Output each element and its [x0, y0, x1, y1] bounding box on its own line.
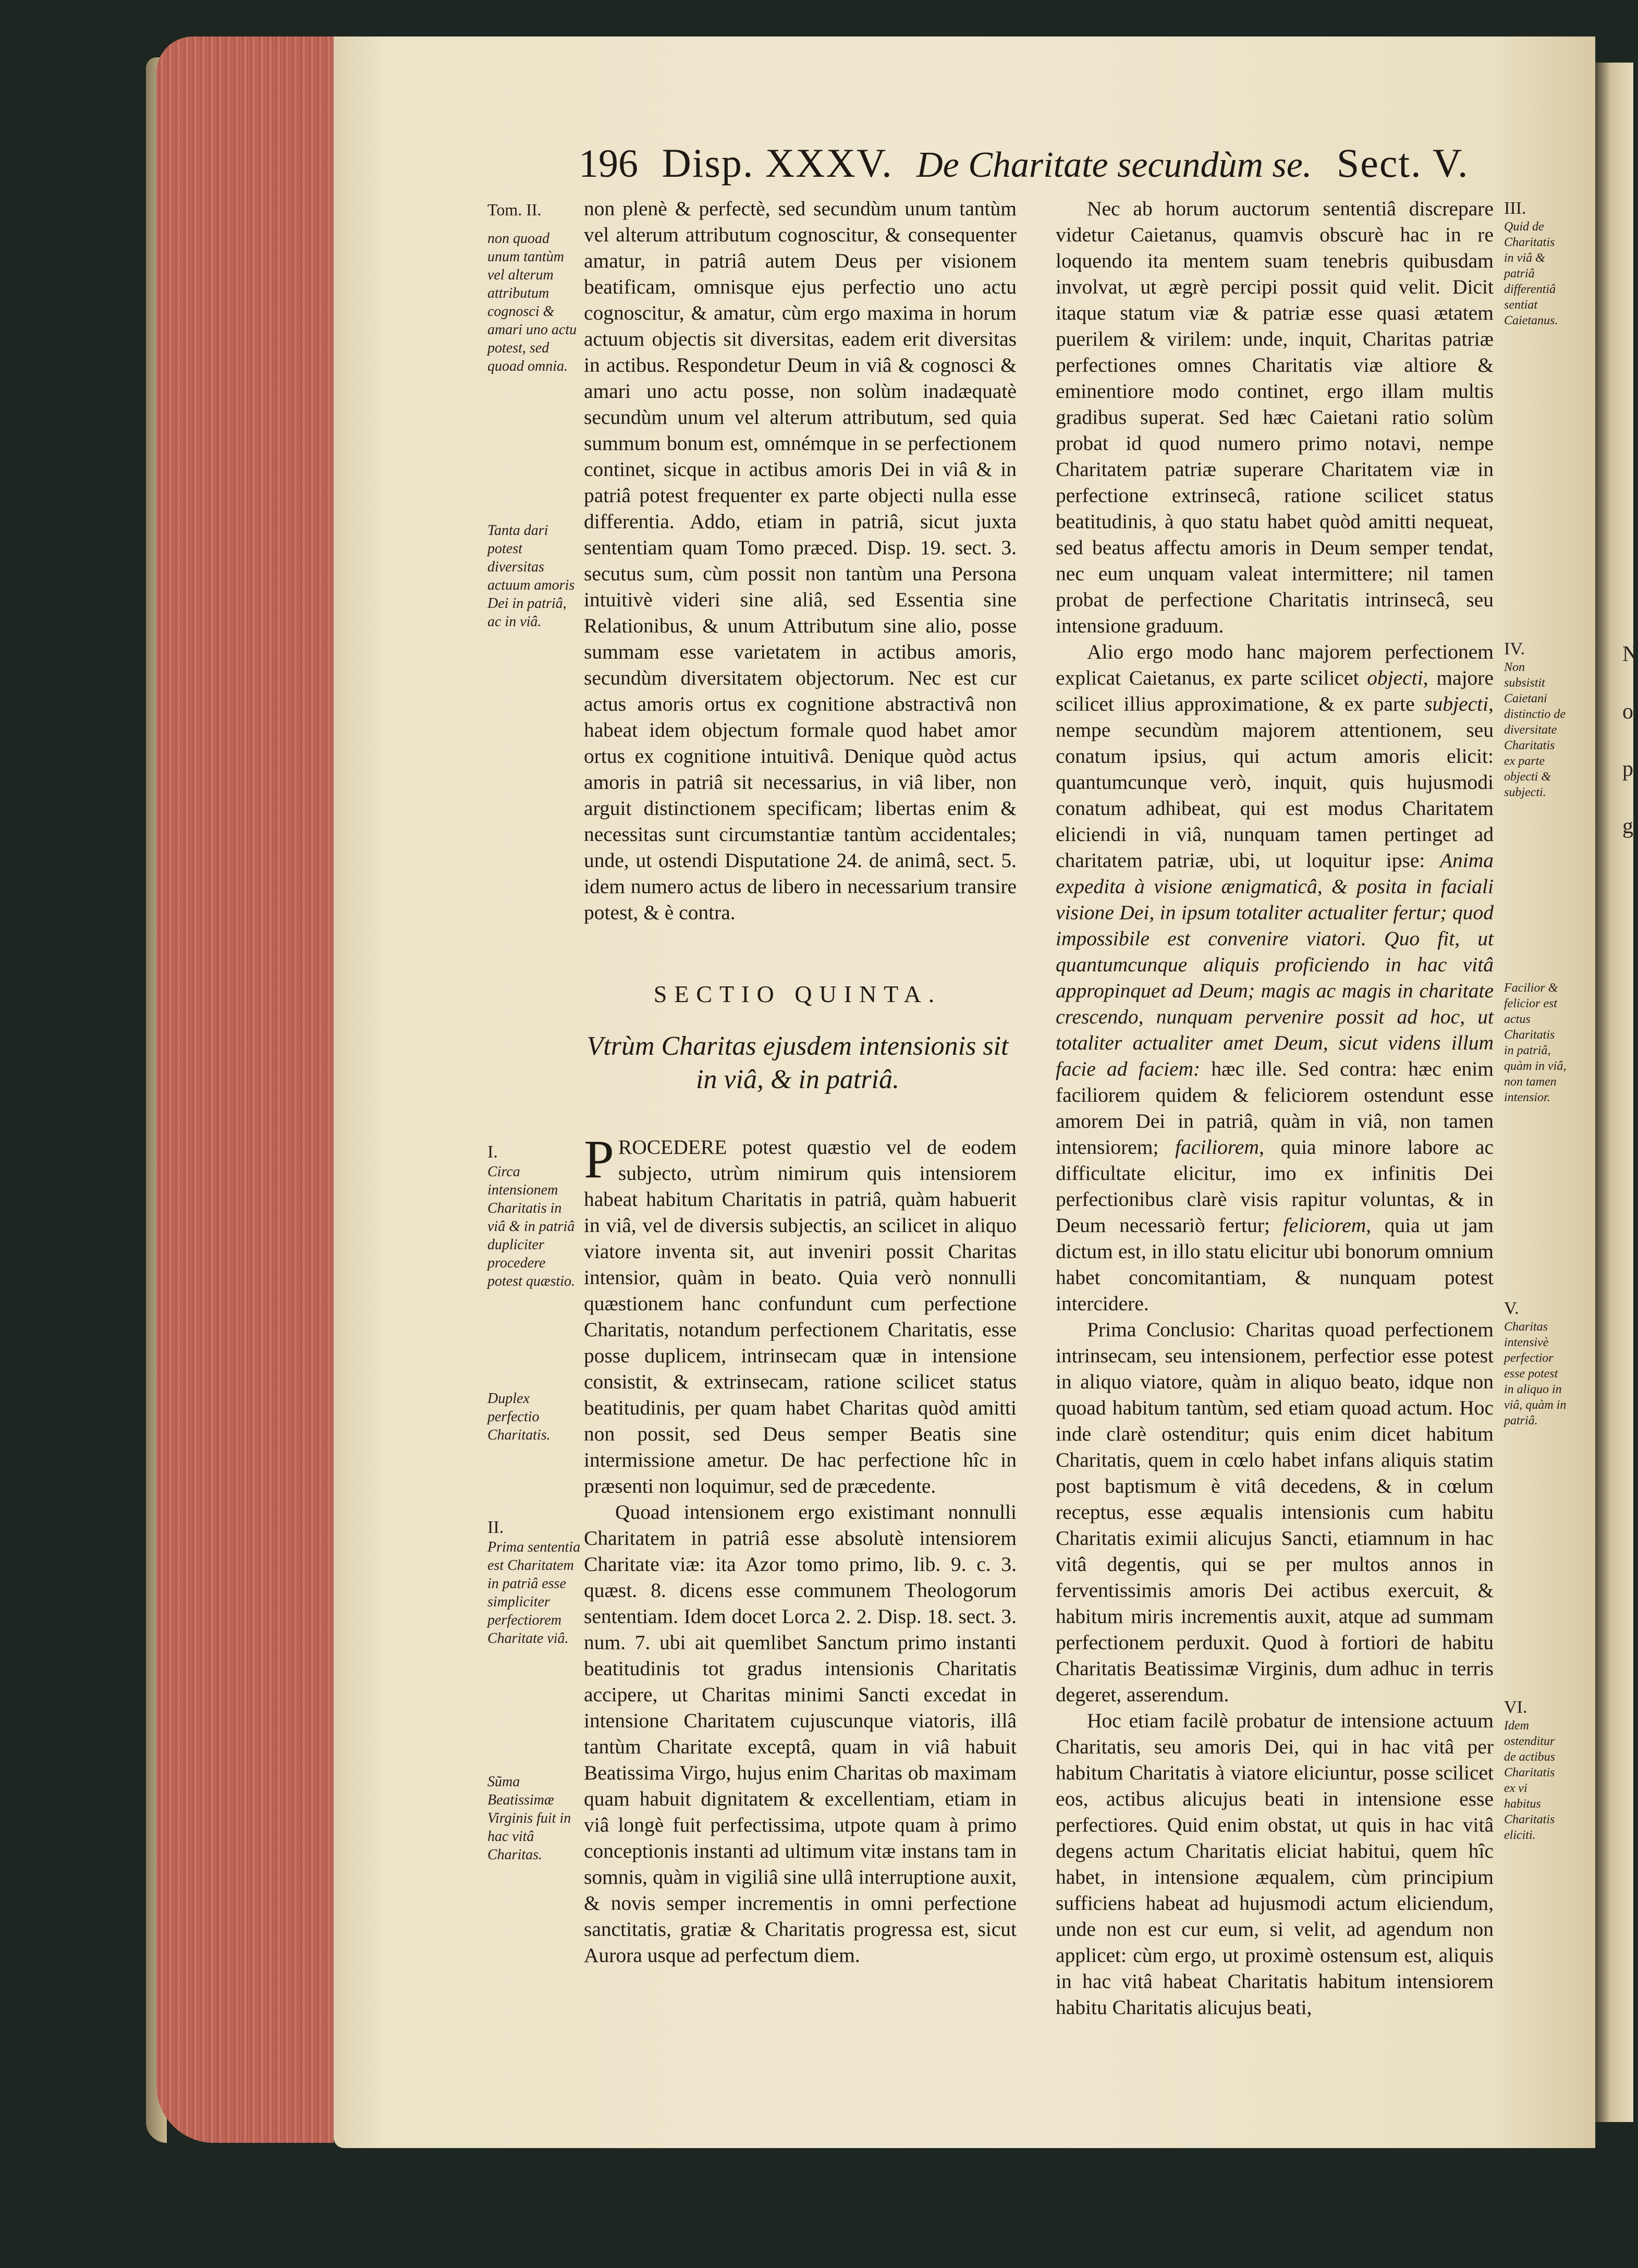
- text-run: hæc ille. Sed contra: hæc enim faciliorem quidem & feliciorem ostendunt esse amorem Dei in patriâ, quàm in viâ, non tamen intensiorem;: [1056, 1057, 1494, 1159]
- paragraph-IV: [1056, 639, 1494, 1316]
- section-heading: SECTIO QUINTA.: [653, 981, 942, 1007]
- text-run-italic: feliciorem: [1283, 1214, 1366, 1237]
- continued-paragraph: non plenè & perfectè, sed secundùm unum tantùm vel alterum attributum cognoscitur, & consequenter amatur, in patriâ autem Deus per visionem beatificam, omnisque ejus perfectio uno actu cognoscitur, & amatur, cùm ergo maxima in horum actuum objectis sit diversitas, eadem erit diversitas in actibus. Respondetur Deum in viâ & cognosci & amari uno actu posse, non solùm inadæquatè secundùm unum vel alterum attributum, sed quia summum bonum est, omnémque in se perfectionem continet, sicque in actibus amoris Dei in viâ & in patriâ potest frequenter ex parte objecti nulla esse differentia. Addo, etiam in patriâ, sicut juxta sententiam quam Tomo præced. Disp. 19. sect. 3. secutus sum, cùm possit non tantùm una Persona intuitivè videri sine aliâ, sed Essentia sine Relationibus, & unum Attributum sine alio, posse summam esse varietatem in actibus amoris, secundùm diversitatem objectorum. Nec est cur actus amoris ortus ex cognitione abstractivâ non habeat idem objectum formale quod habet amor ortus ex cognitione intuitivâ. Denique quòd actus amoris in patriâ sit necessarius, in viâ liber, non arguit distinctionem specificam; libertas enim & necessitas sunt circumstantiæ tantùm accidentales; unde, ut ostendi Disputatione 24. de animâ, sect. 5. idem numero actus de libero in necessarium transire potest, & è contra.: [584, 197, 1017, 924]
- paragraph-2: Quoad intensionem ergo existimant nonnulli Charitatem in patriâ esse absolutè intensiorem Charitate viæ: ita Azor tomo primo, lib. 9. c. 3. quæst. 8. dicens esse communem Theologorum sententiam. Idem docet Lorca 2. 2. Disp. 18. sect. 3. num. 7. ubi ait quemlibet Sanctum primo instanti beatitudinis tot gradus intensionis Charitatis accipere, ut Charitas minimi Sancti excedat in intensione Charitatem cujuscunque viatoris, illâ tantùm Charitate exceptâ, quam in viâ habuit Beatissima Virgo, hujus enim Charitas ob maximam quam habuit dignitatem & excellentiam, etiam in viâ longè fuit perfectissima, utpote quam à primo conceptionis instanti ad ultimum vitæ instans tam in somnis, quàm in vigiliâ sine ullâ interruptione auxit, & novis semper incrementis in omni perfectione sanctitatis, gratiæ & Charitatis progressa est, sicut Aurora usque ad perfectum diem.: [584, 1501, 1017, 1967]
- paragraph-III: Nec ab horum auctorum sententiâ discrepare videtur Caietanus, quamvis obscurè hac in re loquendo ita mentem suam tenebris quibusdam involvat, ut ægrè percipi possit quid velit. Dicit itaque statum viæ & patriæ esse quasi ætatem puerilem & virilem: unde, inquit, Charitas patriæ perfectiones omnes Charitatis viæ altiore & eminentiore modo continet, ergo illam multis gradibus superat. Sed hæc Caietani ratio solùm probat id quod numero primo notavi, nempe Charitatem patriæ superare Charitatem viæ in perfectione extrinsecâ, ratione scilicet status beatitudinis, à quo statu habet quòd amitti nequeat, sed beatus affectu amoris in Deum semper tendat, nec eum unquam valeat intermittere; nil tamen probat de perfectione Charitatis intrinsecâ, seu intensione graduum.: [1056, 197, 1494, 637]
- margin-note: [1504, 198, 1567, 328]
- text-run: , nempe secundùm majorem attentionem, seu conatum ipsius, qui actum amoris elicit: quantumcunque verò, inquit, quis hujusmodi conatum adhibeat, qui est modus Charitatem eliciendi in viâ, nunquam tamen pertinget ad charitatem patriæ, ubi, ut loquitur ipse:: [1056, 692, 1494, 872]
- margin-note-number: I.: [487, 1142, 498, 1162]
- running-title: De Charitate secundùm se.: [916, 145, 1312, 185]
- margin-note-number: III.: [1504, 199, 1526, 218]
- margin-note-number: VI.: [1504, 1698, 1527, 1717]
- margin-note: [487, 1389, 581, 1444]
- margin-note-number: IV.: [1504, 639, 1525, 659]
- margin-note-text: non quoad unum tantùm vel alterum attributum cognosci & amari uno actu potest, sed quoad omnia.: [487, 230, 577, 374]
- section-label: Sect. V.: [1336, 140, 1469, 186]
- paragraph-VI: Hoc etiam facilè probatur de intensione actuum Charitatis, seu amoris Dei, qui in hac vitâ per habitum Charitatis à viatore eliciuntur, posse scilicet eos, actibus alicujus beati in intensione esse perfectiores. Quid enim obstat, ut quis in hac vitâ degens actum Charitatis eliciat habitui, quem hîc habet, in intensione æqualem, cùm principium sufficiens habeat ad hujusmodi actum eliciendum, unde non est cur eum, si velit, ad agendum non applicet: cùm ergo, ut proximè ostensum est, aliquis in hac vitâ habeat Charitatis habitum intensiorem habitu Charitatis alicujus beati,: [1056, 1709, 1494, 2019]
- text-run-italic: faciliorem: [1175, 1136, 1259, 1159]
- margin-note: [487, 229, 581, 375]
- text-run: Alio ergo modo hanc majorem perfectionem explicat Caietanus, ex parte scilicet: [1056, 640, 1494, 689]
- margin-note: [487, 521, 581, 631]
- margin-note: [487, 1517, 581, 1648]
- margin-note-text: Quid de Charitatis in viâ & patriâ differentiâ sentiat Caietanus.: [1504, 220, 1558, 327]
- text-run-italic: subjecti: [1424, 692, 1489, 715]
- margin-note-text: Idem ostenditur de actibus Charitatis ex vi habitus Charitatis eliciti.: [1504, 1719, 1555, 1842]
- running-head: [579, 140, 1569, 202]
- right-column: [1056, 196, 1494, 2020]
- margin-note-number: V.: [1504, 1299, 1519, 1318]
- disputation-label: Disp. XXXV.: [662, 140, 893, 186]
- margin-note: [1504, 1697, 1567, 1843]
- text-run: , quia minore labore ac difficultate elicitur, imo ex infinitis Dei perfectionibus clarè visis rapitur voluntas, & in Deum necessariò fertur;: [1056, 1136, 1494, 1237]
- margin-note-text: Facilior & felicior est actus Charitatis in patriâ, quàm in viâ, non tamen intensior.: [1504, 981, 1567, 1104]
- page-number: 196: [579, 142, 638, 186]
- text-run-italic: objecti: [1367, 666, 1423, 689]
- margin-note: [487, 1773, 581, 1864]
- facing-page-glyphs: N o p g: [1622, 642, 1638, 838]
- red-page-edges: [156, 36, 334, 2143]
- margin-note-number: II.: [487, 1518, 504, 1537]
- drop-cap: P: [584, 1129, 614, 1189]
- quote-italic: Anima expedita à visione ænigmaticâ, & posita in faciali visione Dei, in ipsum totaliter actualiter fertur; quod impossibile est convenire viatori. Quo fit, ut quantumcunque aliquis proficiendo in hac vitâ appropinquet ad Deum; magis ac magis in charitate crescendo, nunquam pervenire possit ad hoc, ut totaliter actualiter amet Deum, sicut videns illum facie ad faciem:: [1056, 849, 1494, 1080]
- volume-label: Tom. II.: [487, 200, 542, 219]
- left-column-upper: [584, 196, 1017, 925]
- margin-note: [1504, 1298, 1567, 1429]
- margin-note-text: Non subsistit Caietani distinctio de diversitate Charitatis ex parte objecti & subjecti.: [1504, 661, 1566, 799]
- text-run: , majore scilicet illius approximatione, & ex parte: [1056, 666, 1494, 715]
- paragraph-V: Prima Conclusio: Charitas quoad perfectionem intrinsecam, seu intensionem, perfectior esse potest in aliquo viatore, quàm in aliquo beato, idque non quoad habitum tantùm, sed etiam quoad actum. Hoc inde clarè ostenditur; quis enim dicet habitum Charitatis, quem in cœlo habet infans aliquis statim post baptismum è vitâ decedens, & in cœlum receptus, esse æqualis intensionis cum habitu Charitatis eximii alicujus Sancti, etiamnum in hac vitâ degentis, qui se per multos annos in ferventissimis amoris Dei actibus exercuit, & habitum miris incrementis auxit, atque ad summam perfectionem perduxit. Quod à fortiori de habitu Charitatis Beatissimæ Virginis, dum adhuc in terris degeret, asserendum.: [1056, 1318, 1494, 1706]
- paragraph-1-text: ROCEDERE potest quæstio vel de eodem subjecto, utrùm nimirum quis intensiorem habeat habitum Charitatis in patriâ, quàm habuerit in viâ, vel de diversis subjectis, an scilicet in aliquo viatore inventa sit, aut inveniri possit Charitas intensior, quàm in beato. Quia verò nonnulli quæstionem hanc confundunt cum perfectione Charitatis, notandum perfectionem Charitatis, esse posse duplicem, intrinsecam quæ in intensione consistit, & extrinsecam, ratione scilicet status beatitudinis, per quam habet Charitas quòd amitti non possit, sed Deus semper Beatis sine intermissione ametur. De hac perfectione hîc in præsenti non loquimur, sed de præcedente.: [584, 1136, 1017, 1497]
- text-run: , quia ut jam dictum est, in illo statu elicitur ubi bonorum omnium habet concomitantiam, & nunquam potest intercidere.: [1056, 1214, 1494, 1315]
- margin-note-text: Charitas intensivè perfectior esse potest in aliquo in viâ, quàm in patriâ.: [1504, 1320, 1567, 1428]
- margin-note-text: Tanta dari potest diversitas actuum amoris Dei in patriâ, ac in viâ.: [487, 522, 575, 630]
- margin-note: [1504, 980, 1567, 1105]
- left-column-lower: [584, 1129, 1017, 1968]
- margin-note-text: Circa intensionem Charitatis in viâ & in patriâ dupliciter procedere potest quæstio.: [487, 1164, 576, 1289]
- margin-note-text: Sũma Beatissimæ Virginis fuit in hac vitâ Charitas.: [487, 1774, 571, 1863]
- margin-note-text: Duplex perfectio Charitatis.: [487, 1391, 551, 1443]
- margin-note-text: Prima sententia est Charitatem in patriâ esse simpliciter perfectiorem Charitate viâ.: [487, 1539, 581, 1647]
- margin-note: [487, 1142, 581, 1290]
- section-title: Vtrùm Charitas ejusdem intensionis sit in viâ, & in patriâ.: [586, 1031, 1009, 1094]
- margin-note: [1504, 639, 1567, 800]
- paragraph-1: [584, 1129, 1017, 1499]
